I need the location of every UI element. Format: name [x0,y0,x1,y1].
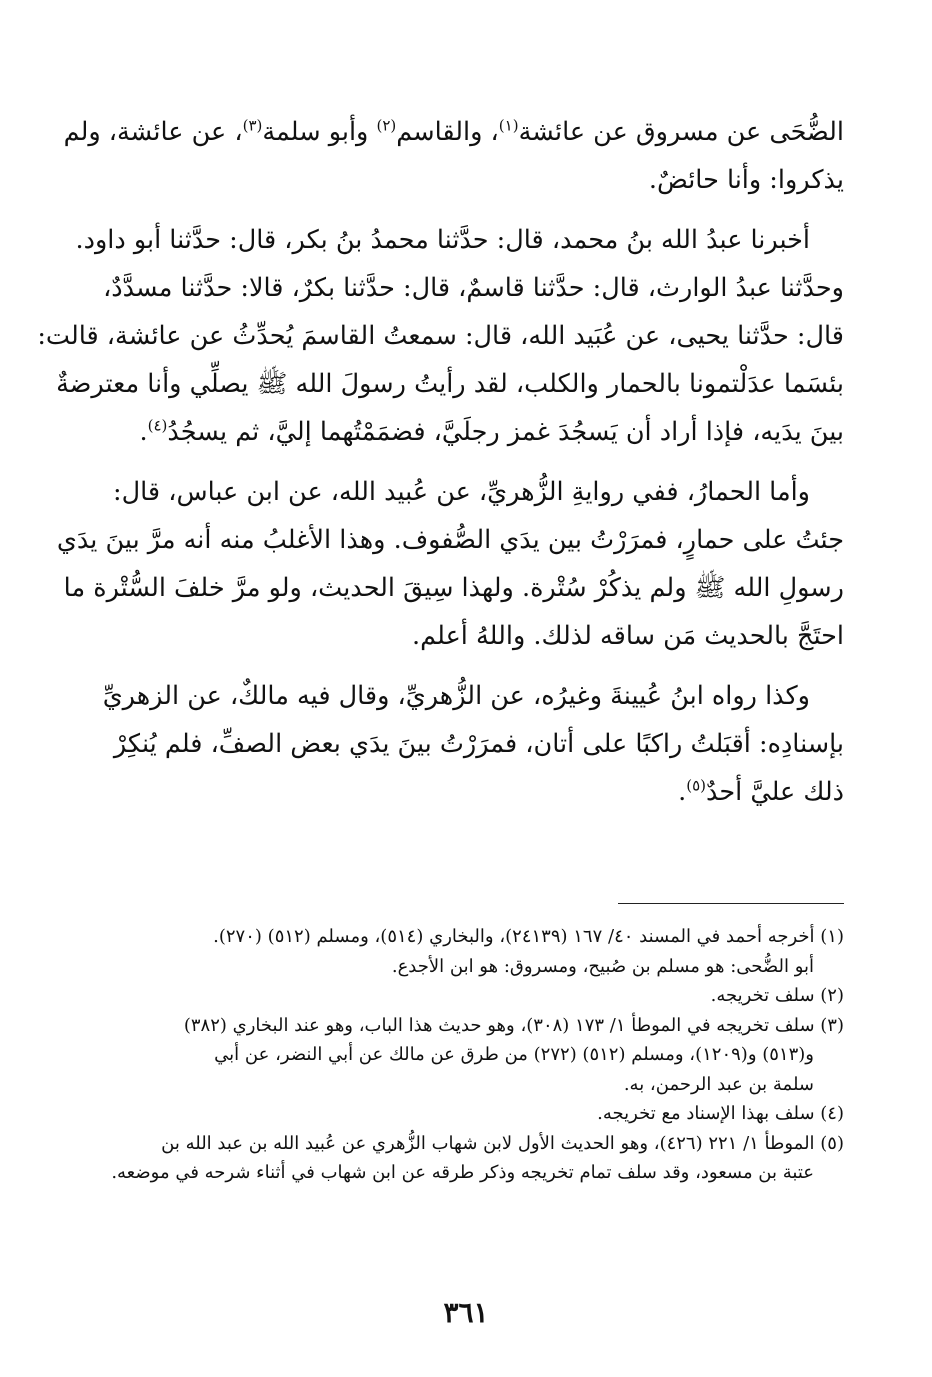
footnote-1 [96,922,844,981]
footnote-ref-1[interactable]: (١) [498,116,519,135]
paragraph-4 [96,672,844,816]
footnote-ref-4[interactable]: (٤) [147,416,168,435]
text-line: أخبرنا عبدُ الله بنُ محمد، قال: حدَّثنا محمدُ بنُ بكر، قال: حدَّثنا أبو داود. [75,225,810,255]
text-line: وأما الحمارُ، ففي روايةِ الزُّهريِّ، عن عُبيد الله، عن ابن عباس، قال: [113,477,810,507]
text-line: يذكروا: وأنا حائضٌ. [648,165,844,195]
footnote-5 [96,1129,844,1188]
text-line: رسولِ الله ﷺ ولم يذكُرْ سُتْرة. ولهذا سِيقَ الحديث، ولو مرَّ خلفَ السُّتْرة ما [63,573,844,603]
footnote-line: (٢) سلف تخريجه. [710,985,844,1006]
footnotes [96,922,844,1188]
paragraph-3 [56,468,844,660]
footnote-2 [96,981,844,1011]
footnote-line: عتبة بن مسعود، وقد سلف تمام تخريجه وذكر طرقه عن ابن شهاب في أثناء شرحه في موضعه. [111,1162,814,1183]
text-line: ذلك عليَّ أحدٌ$^{(٥)}$. [678,776,844,807]
footnote-ref-3[interactable]: (٣) [242,116,263,135]
main-text [37,108,844,816]
footnote-line: و(٥١٣) و(١٢٠٩)، ومسلم (٥١٢) (٢٧٢) من طرق عن مالك عن أبي النضر، عن أبي [214,1044,814,1065]
footnote-line: (٤) سلف بهذا الإسناد مع تخريجه. [597,1103,844,1124]
footnote-separator [618,903,844,904]
footnote-line: (٣) سلف تخريجه في الموطأ ١/ ١٧٣ (٣٠٨)، وهو حديث هذا الباب، وهو عند البخاري (٣٨٢) [183,1014,844,1036]
footnote-4 [96,1099,844,1129]
footnote-ref-2[interactable]: (٢) [376,116,397,135]
text-line: جئتُ على حمارٍ، فمرَرْتُ بين يدَي الصُّفوف. وهذا الأغلبُ منه أنه مرَّ بينَ يدَي [56,525,844,555]
footnote-line: (٥) الموطأ ١/ ٢٢١ (٤٢٦)، وهو الحديث الأول لابن شهاب الزُّهري عن عُبيد الله بن عبد الله بن [161,1132,844,1154]
page-number: ٣٦١ [443,1296,489,1329]
paragraph-2 [37,216,844,456]
text-line: قال: حدَّثنا يحيى، عن عُبَيد الله، قال: سمعتُ القاسمَ يُحدِّثُ عن عائشة، قالت: [37,321,844,351]
text-line: وكذا رواه ابنُ عُيينةَ وغيرُه، عن الزُّهريِّ، وقال فيه مالكٌ، عن الزهريِّ [102,681,810,711]
text-line: بئسَما عدَلْتمونا بالحمار والكلب، لقد رأيتُ رسولَ الله ﷺ يصلِّي وأنا معترضةٌ [56,369,844,399]
footnote-line: أبو الضُّحى: هو مسلم بن صُبيح، ومسروق: هو ابن الأجدع. [391,955,814,977]
paragraph-1 [63,108,844,204]
footnote-3 [96,1011,844,1100]
footnote-ref-5[interactable]: (٥) [686,776,707,795]
text-line: بإسنادِه: أقبَلتُ راكبًا على أتان، فمرَرْتُ بينَ يدَي بعض الصفِّ، فلم يُنكِرْ [113,729,844,759]
page-body [37,108,844,828]
footnote-line: (١) أخرجه أحمد في المسند ٤٠/ ١٦٧ (٢٤١٣٩)، والبخاري (٥١٤)، ومسلم (٥١٢) (٢٧٠). [213,926,844,947]
footnote-line: سلمة بن عبد الرحمن، به. [623,1073,814,1095]
text-line: وحدَّثنا عبدُ الوارث، قال: حدَّثنا قاسمٌ، قال: حدَّثنا بكرٌ، قالا: حدَّثنا مسدَّدٌ، [103,273,844,303]
text-line: الضُّحَى عن مسروق عن عائشة$^{(١)}$، والقاسم$^{(٢)}$ وأبو سلمة$^{(٣)}$، عن عائشة، ولم [63,116,844,147]
text-line: احتَجَّ بالحديث مَن ساقه لذلك. واللهُ أعلم. [412,621,844,651]
text-line: بينَ يدَيه، فإذا أراد أن يَسجُدَ غمز رجلَيَّ، فضمَمْتُهما إليَّ، ثم يسجُدُ$^{(٤)}$. [139,416,844,447]
